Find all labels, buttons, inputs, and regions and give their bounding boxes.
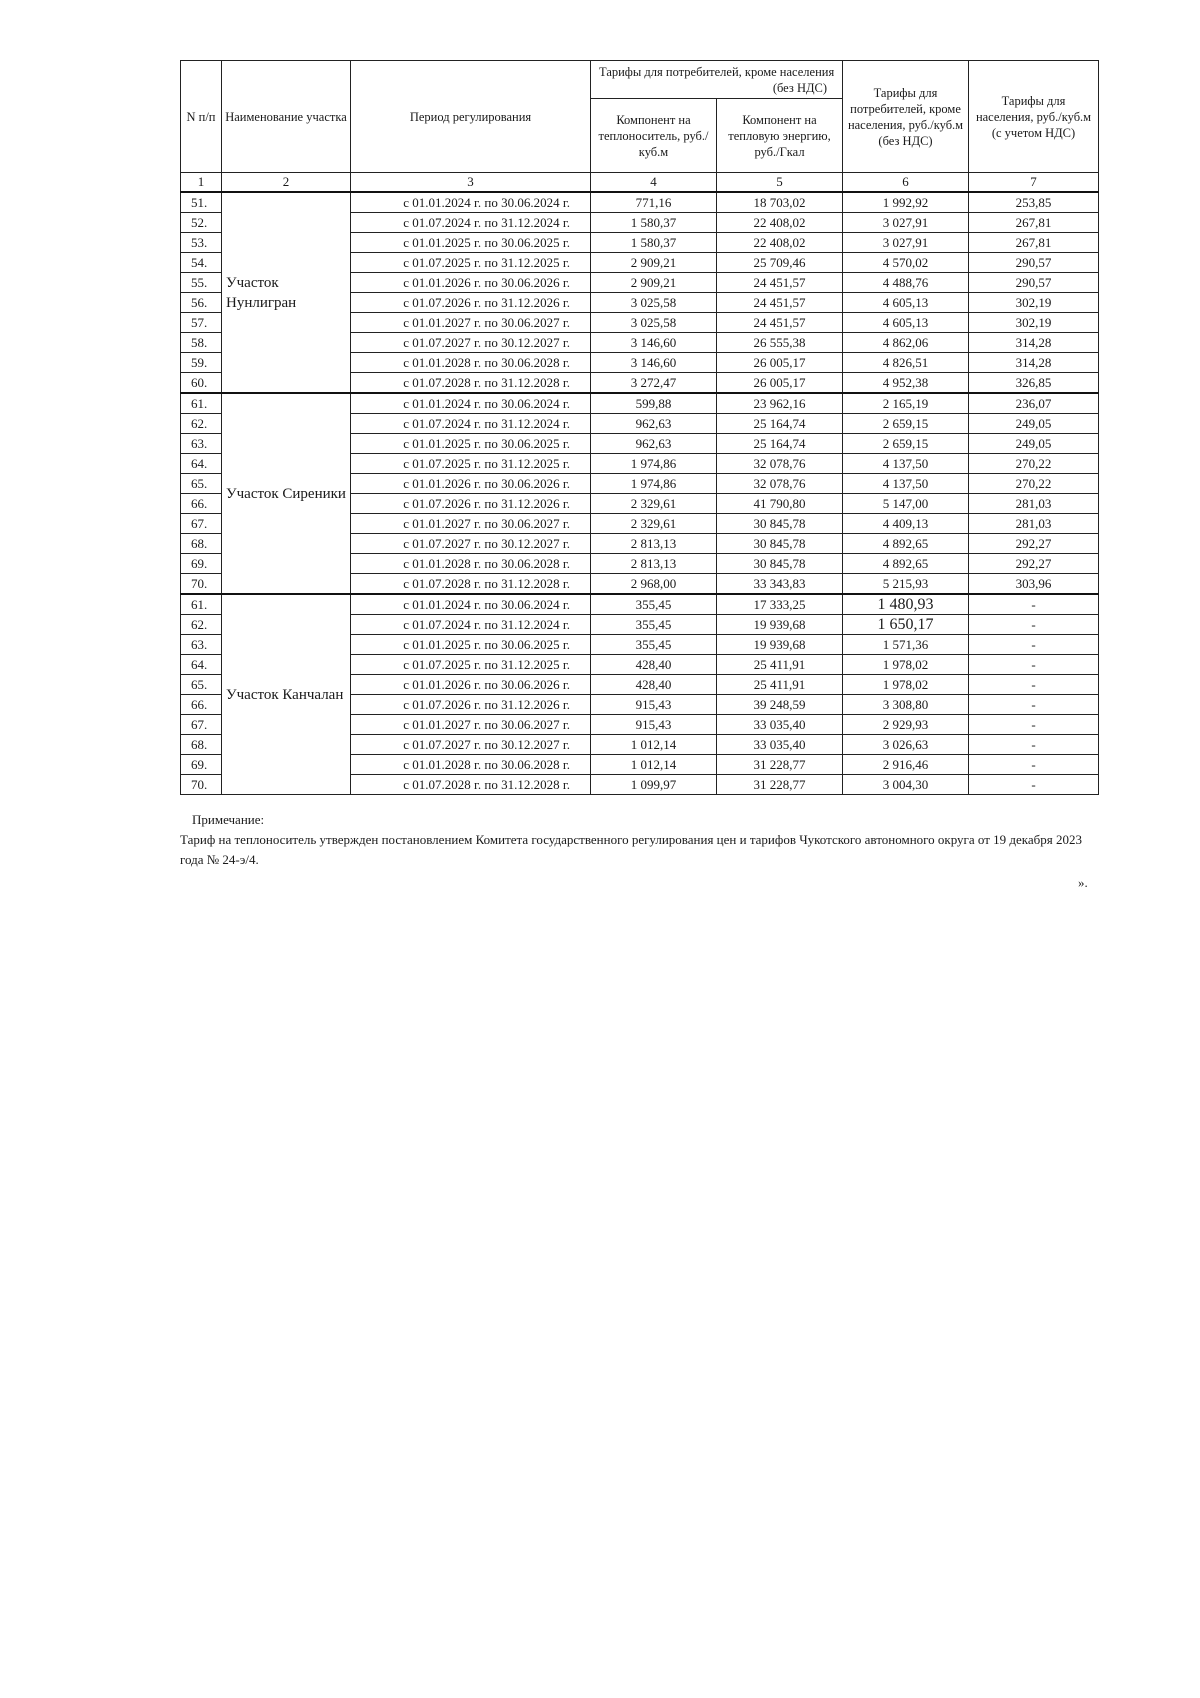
period-cell: с 01.01.2024 г. по 30.06.2024 г. — [351, 393, 591, 414]
coolant-component-cell: 2 968,00 — [591, 574, 717, 595]
row-number: 64. — [181, 454, 222, 474]
row-number: 66. — [181, 494, 222, 514]
column-number: 5 — [717, 173, 843, 193]
coolant-component-cell: 3 025,58 — [591, 313, 717, 333]
heat-energy-component-cell: 32 078,76 — [717, 454, 843, 474]
coolant-component-cell: 428,40 — [591, 655, 717, 675]
tariff-consumers-cell: 4 826,51 — [843, 353, 969, 373]
heat-energy-component-cell: 24 451,57 — [717, 273, 843, 293]
period-cell: с 01.01.2028 г. по 30.06.2028 г. — [351, 554, 591, 574]
coolant-component-cell: 1 974,86 — [591, 474, 717, 494]
coolant-component-cell: 1 099,97 — [591, 775, 717, 795]
tariff-consumers-cell: 3 026,63 — [843, 735, 969, 755]
coolant-component-cell: 1 012,14 — [591, 755, 717, 775]
tariff-consumers-cell: 3 308,80 — [843, 695, 969, 715]
period-cell: с 01.01.2025 г. по 30.06.2025 г. — [351, 635, 591, 655]
tariff-consumers-cell: 1 480,93 — [843, 594, 969, 615]
tariff-consumers-cell: 1 978,02 — [843, 675, 969, 695]
period-cell: с 01.07.2026 г. по 31.12.2026 г. — [351, 695, 591, 715]
heat-energy-component-cell: 22 408,02 — [717, 233, 843, 253]
period-cell: с 01.01.2027 г. по 30.06.2027 г. — [351, 514, 591, 534]
heat-energy-component-cell: 39 248,59 — [717, 695, 843, 715]
note-text: Тариф на теплоноситель утвержден постановлением Комитета государственного регулирования цен и тарифов Чукотского автономного округа от 19 декабря 2023 года № 24-э/4. — [180, 832, 1083, 867]
period-cell: с 01.07.2024 г. по 31.12.2024 г. — [351, 213, 591, 233]
row-number: 62. — [181, 414, 222, 434]
heat-energy-component-cell: 18 703,02 — [717, 192, 843, 213]
tariff-consumers-cell: 4 605,13 — [843, 313, 969, 333]
tariff-population-cell: 292,27 — [969, 534, 1099, 554]
column-numbers-row — [181, 173, 1099, 193]
tariff-consumers-cell: 4 137,50 — [843, 474, 969, 494]
column-number: 6 — [843, 173, 969, 193]
tariff-consumers-cell: 4 409,13 — [843, 514, 969, 534]
row-number: 69. — [181, 755, 222, 775]
header-c5: Компонент на тепловую энергию, руб./Гкал — [717, 99, 843, 173]
heat-energy-component-cell: 26 005,17 — [717, 353, 843, 373]
tariff-consumers-cell: 1 978,02 — [843, 655, 969, 675]
column-number: 7 — [969, 173, 1099, 193]
coolant-component-cell: 1 012,14 — [591, 735, 717, 755]
heat-energy-component-cell: 24 451,57 — [717, 293, 843, 313]
tariff-population-cell: - — [969, 655, 1099, 675]
coolant-component-cell: 962,63 — [591, 414, 717, 434]
note-block — [180, 810, 1100, 870]
heat-energy-component-cell: 25 164,74 — [717, 434, 843, 454]
site-name: Участок Сиреники — [222, 393, 351, 594]
tariff-consumers-cell: 4 488,76 — [843, 273, 969, 293]
coolant-component-cell: 2 813,13 — [591, 554, 717, 574]
coolant-component-cell: 2 909,21 — [591, 273, 717, 293]
coolant-component-cell: 915,43 — [591, 695, 717, 715]
table-row — [181, 192, 1099, 213]
tariff-consumers-cell: 4 570,02 — [843, 253, 969, 273]
row-number: 66. — [181, 695, 222, 715]
coolant-component-cell: 771,16 — [591, 192, 717, 213]
period-cell: с 01.07.2027 г. по 30.12.2027 г. — [351, 735, 591, 755]
coolant-component-cell: 599,88 — [591, 393, 717, 414]
tariff-population-cell: 270,22 — [969, 454, 1099, 474]
tariff-population-cell: 249,05 — [969, 414, 1099, 434]
tariff-population-cell: - — [969, 615, 1099, 635]
header-c4: Компонент на теплоноситель, руб./куб.м — [591, 99, 717, 173]
tariff-population-cell: 314,28 — [969, 333, 1099, 353]
period-cell: с 01.07.2028 г. по 31.12.2028 г. — [351, 373, 591, 394]
heat-energy-component-cell: 33 035,40 — [717, 715, 843, 735]
note-label: Примечание: — [192, 812, 265, 827]
tariff-population-cell: 281,03 — [969, 494, 1099, 514]
period-cell: с 01.07.2027 г. по 30.12.2027 г. — [351, 333, 591, 353]
header-c6: Тарифы для потребителей, кроме населения, руб./куб.м (без НДС) — [843, 61, 969, 173]
coolant-component-cell: 2 813,13 — [591, 534, 717, 554]
row-number: 60. — [181, 373, 222, 394]
tariff-population-cell: 290,57 — [969, 273, 1099, 293]
tariff-consumers-cell: 4 862,06 — [843, 333, 969, 353]
coolant-component-cell: 1 580,37 — [591, 233, 717, 253]
period-cell: с 01.07.2027 г. по 30.12.2027 г. — [351, 534, 591, 554]
heat-energy-component-cell: 25 709,46 — [717, 253, 843, 273]
heat-energy-component-cell: 19 939,68 — [717, 615, 843, 635]
header-num: N п/п — [181, 61, 222, 173]
header-group-title: Тарифы для потребителей, кроме населения — [599, 64, 835, 79]
heat-energy-component-cell: 33 343,83 — [717, 574, 843, 595]
tariff-consumers-cell: 2 929,93 — [843, 715, 969, 735]
row-number: 56. — [181, 293, 222, 313]
row-number: 51. — [181, 192, 222, 213]
period-cell: с 01.01.2025 г. по 30.06.2025 г. — [351, 233, 591, 253]
tariff-population-cell: - — [969, 594, 1099, 615]
tariff-population-cell: 270,22 — [969, 474, 1099, 494]
period-cell: с 01.01.2026 г. по 30.06.2026 г. — [351, 474, 591, 494]
tariff-table — [180, 60, 1099, 795]
row-number: 61. — [181, 393, 222, 414]
period-cell: с 01.01.2024 г. по 30.06.2024 г. — [351, 594, 591, 615]
coolant-component-cell: 428,40 — [591, 675, 717, 695]
coolant-component-cell: 2 909,21 — [591, 253, 717, 273]
header-group — [591, 61, 843, 99]
coolant-component-cell: 962,63 — [591, 434, 717, 454]
heat-energy-component-cell: 33 035,40 — [717, 735, 843, 755]
tariff-consumers-cell: 1 650,17 — [843, 615, 969, 635]
tariff-population-cell: 302,19 — [969, 293, 1099, 313]
heat-energy-component-cell: 25 411,91 — [717, 675, 843, 695]
row-number: 63. — [181, 434, 222, 454]
tariff-population-cell: 326,85 — [969, 373, 1099, 394]
period-cell: с 01.01.2026 г. по 30.06.2026 г. — [351, 273, 591, 293]
tariff-population-cell: - — [969, 755, 1099, 775]
coolant-component-cell: 1 580,37 — [591, 213, 717, 233]
heat-energy-component-cell: 24 451,57 — [717, 313, 843, 333]
coolant-component-cell: 915,43 — [591, 715, 717, 735]
heat-energy-component-cell: 26 555,38 — [717, 333, 843, 353]
row-number: 57. — [181, 313, 222, 333]
row-number: 68. — [181, 534, 222, 554]
period-cell: с 01.01.2027 г. по 30.06.2027 г. — [351, 313, 591, 333]
tariff-consumers-cell: 2 659,15 — [843, 434, 969, 454]
tariff-population-cell: 267,81 — [969, 233, 1099, 253]
tariff-consumers-cell: 5 147,00 — [843, 494, 969, 514]
heat-energy-component-cell: 30 845,78 — [717, 554, 843, 574]
row-number: 63. — [181, 635, 222, 655]
row-number: 65. — [181, 675, 222, 695]
tariff-consumers-cell: 3 027,91 — [843, 213, 969, 233]
column-number: 3 — [351, 173, 591, 193]
period-cell: с 01.07.2028 г. по 31.12.2028 г. — [351, 574, 591, 595]
tariff-consumers-cell: 1 992,92 — [843, 192, 969, 213]
heat-energy-component-cell: 30 845,78 — [717, 534, 843, 554]
table-header — [181, 61, 1099, 173]
tariff-population-cell: 290,57 — [969, 253, 1099, 273]
period-cell: с 01.01.2028 г. по 30.06.2028 г. — [351, 353, 591, 373]
row-number: 58. — [181, 333, 222, 353]
heat-energy-component-cell: 25 411,91 — [717, 655, 843, 675]
period-cell: с 01.01.2025 г. по 30.06.2025 г. — [351, 434, 591, 454]
table-row — [181, 594, 1099, 615]
period-cell: с 01.01.2024 г. по 30.06.2024 г. — [351, 192, 591, 213]
tariff-population-cell: 302,19 — [969, 313, 1099, 333]
tariff-population-cell: 249,05 — [969, 434, 1099, 454]
header-site: Наименование участка — [222, 61, 351, 173]
period-cell: с 01.07.2026 г. по 31.12.2026 г. — [351, 293, 591, 313]
heat-energy-component-cell: 19 939,68 — [717, 635, 843, 655]
coolant-component-cell: 355,45 — [591, 635, 717, 655]
period-cell: с 01.01.2026 г. по 30.06.2026 г. — [351, 675, 591, 695]
tariff-consumers-cell: 4 605,13 — [843, 293, 969, 313]
coolant-component-cell: 3 272,47 — [591, 373, 717, 394]
tariff-population-cell: - — [969, 735, 1099, 755]
heat-energy-component-cell: 41 790,80 — [717, 494, 843, 514]
heat-energy-component-cell: 23 962,16 — [717, 393, 843, 414]
column-number: 2 — [222, 173, 351, 193]
tariff-consumers-cell: 4 892,65 — [843, 554, 969, 574]
tariff-population-cell: - — [969, 775, 1099, 795]
heat-energy-component-cell: 26 005,17 — [717, 373, 843, 394]
period-cell: с 01.01.2028 г. по 30.06.2028 г. — [351, 755, 591, 775]
row-number: 62. — [181, 615, 222, 635]
tariff-population-cell: - — [969, 675, 1099, 695]
tariff-population-cell: 267,81 — [969, 213, 1099, 233]
tariff-population-cell: - — [969, 715, 1099, 735]
tariff-consumers-cell: 4 892,65 — [843, 534, 969, 554]
heat-energy-component-cell: 31 228,77 — [717, 755, 843, 775]
coolant-component-cell: 355,45 — [591, 594, 717, 615]
tariff-consumers-cell: 5 215,93 — [843, 574, 969, 595]
row-number: 69. — [181, 554, 222, 574]
coolant-component-cell: 2 329,61 — [591, 514, 717, 534]
heat-energy-component-cell: 17 333,25 — [717, 594, 843, 615]
site-name: Участок Нунлигран — [222, 192, 351, 393]
period-cell: с 01.07.2028 г. по 31.12.2028 г. — [351, 775, 591, 795]
heat-energy-component-cell: 25 164,74 — [717, 414, 843, 434]
site-name: Участок Канчалан — [222, 594, 351, 795]
tariff-consumers-cell: 3 004,30 — [843, 775, 969, 795]
tariff-consumers-cell: 3 027,91 — [843, 233, 969, 253]
heat-energy-component-cell: 30 845,78 — [717, 514, 843, 534]
tariff-population-cell: - — [969, 635, 1099, 655]
header-period: Период регулирования — [351, 61, 591, 173]
period-cell: с 01.07.2025 г. по 31.12.2025 г. — [351, 253, 591, 273]
header-group-vat: (без НДС) — [772, 80, 828, 95]
header-c7: Тарифы для населения, руб./куб.м (с учетом НДС) — [969, 61, 1099, 173]
coolant-component-cell: 2 329,61 — [591, 494, 717, 514]
row-number: 61. — [181, 594, 222, 615]
row-number: 52. — [181, 213, 222, 233]
period-cell: с 01.01.2027 г. по 30.06.2027 г. — [351, 715, 591, 735]
period-cell: с 01.07.2025 г. по 31.12.2025 г. — [351, 655, 591, 675]
period-cell: с 01.07.2026 г. по 31.12.2026 г. — [351, 494, 591, 514]
tariff-population-cell: - — [969, 695, 1099, 715]
heat-energy-component-cell: 22 408,02 — [717, 213, 843, 233]
row-number: 68. — [181, 735, 222, 755]
tariff-population-cell: 281,03 — [969, 514, 1099, 534]
tariff-population-cell: 253,85 — [969, 192, 1099, 213]
row-number: 54. — [181, 253, 222, 273]
tariff-population-cell: 314,28 — [969, 353, 1099, 373]
closing-quote-mark: ». — [1078, 875, 1088, 890]
coolant-component-cell: 3 146,60 — [591, 353, 717, 373]
coolant-component-cell: 3 025,58 — [591, 293, 717, 313]
row-number: 59. — [181, 353, 222, 373]
coolant-component-cell: 3 146,60 — [591, 333, 717, 353]
row-number: 67. — [181, 715, 222, 735]
period-cell: с 01.07.2024 г. по 31.12.2024 г. — [351, 414, 591, 434]
tariff-consumers-cell: 1 571,36 — [843, 635, 969, 655]
tariff-population-cell: 236,07 — [969, 393, 1099, 414]
tariff-population-cell: 292,27 — [969, 554, 1099, 574]
period-cell: с 01.07.2025 г. по 31.12.2025 г. — [351, 454, 591, 474]
tariff-document — [180, 60, 1098, 795]
table-row — [181, 393, 1099, 414]
tariff-consumers-cell: 2 165,19 — [843, 393, 969, 414]
row-number: 55. — [181, 273, 222, 293]
row-number: 67. — [181, 514, 222, 534]
table-body — [181, 173, 1099, 795]
tariff-population-cell: 303,96 — [969, 574, 1099, 595]
column-number: 4 — [591, 173, 717, 193]
heat-energy-component-cell: 32 078,76 — [717, 474, 843, 494]
tariff-consumers-cell: 4 952,38 — [843, 373, 969, 394]
row-number: 70. — [181, 775, 222, 795]
heat-energy-component-cell: 31 228,77 — [717, 775, 843, 795]
tariff-consumers-cell: 4 137,50 — [843, 454, 969, 474]
row-number: 65. — [181, 474, 222, 494]
coolant-component-cell: 355,45 — [591, 615, 717, 635]
row-number: 64. — [181, 655, 222, 675]
period-cell: с 01.07.2024 г. по 31.12.2024 г. — [351, 615, 591, 635]
row-number: 70. — [181, 574, 222, 595]
column-number: 1 — [181, 173, 222, 193]
coolant-component-cell: 1 974,86 — [591, 454, 717, 474]
row-number: 53. — [181, 233, 222, 253]
tariff-consumers-cell: 2 916,46 — [843, 755, 969, 775]
tariff-consumers-cell: 2 659,15 — [843, 414, 969, 434]
